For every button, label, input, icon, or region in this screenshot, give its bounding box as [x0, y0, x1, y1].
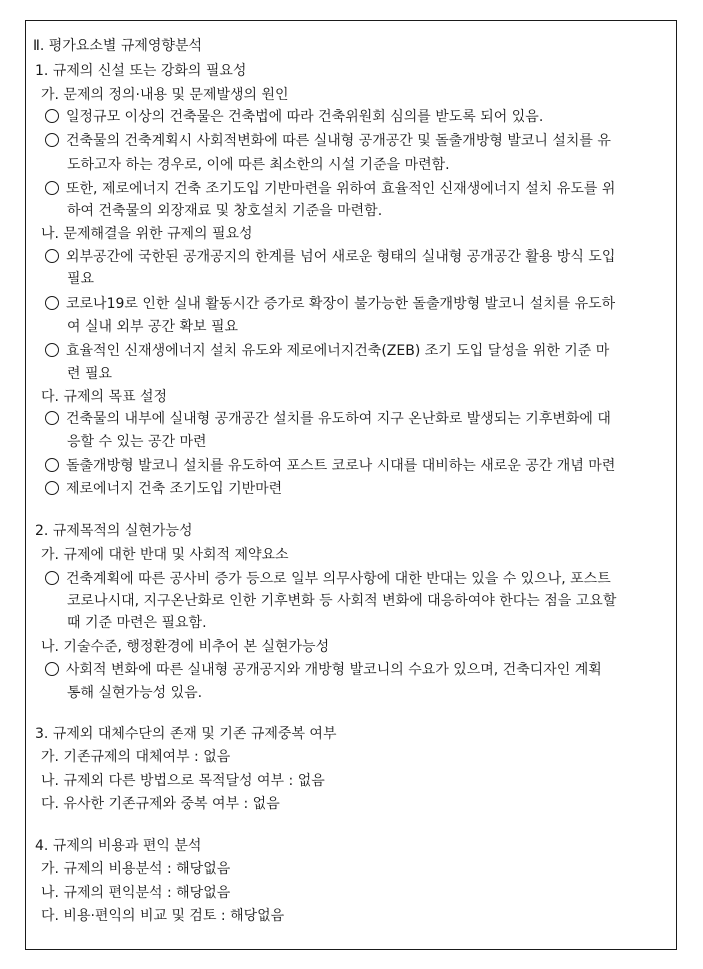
- circle-bullet-icon: [45, 481, 59, 495]
- bullet-item: 제로에너지 건축 조기도입 기반마련: [45, 479, 282, 499]
- circle-bullet-icon: [45, 458, 59, 472]
- section-2-heading: 2. 규제목적의 실현가능성: [35, 523, 193, 539]
- bullet-continuation: 때 기준 마련은 필요함.: [67, 615, 207, 631]
- bullet-item: 또한, 제로에너지 건축 조기도입 기반마련을 위하여 효율적인 신재생에너지 설치 유도를 위: [45, 179, 615, 199]
- circle-bullet-icon: [45, 109, 59, 123]
- bullet-continuation: 통해 실현가능성 있음.: [67, 685, 203, 701]
- section-4a: 가. 규제의 비용분석 : 해당없음: [41, 861, 231, 877]
- section-1c-heading: 다. 규제의 목표 설정: [41, 389, 167, 405]
- section-3-heading: 3. 규제외 대체수단의 존재 및 기존 규제중복 여부: [35, 726, 337, 742]
- bullet-item: 건축물의 건축계획시 사회적변화에 따른 실내형 공개공간 및 돌출개방형 발코니 설치를 유: [45, 131, 611, 151]
- bullet-continuation: 코로나시대, 지구온난화로 인한 기후변화 등 사회적 변화에 대응하여야 한다는 점을 고요할: [67, 593, 617, 609]
- bullet-item: 건축물의 내부에 실내형 공개공간 설치를 유도하여 지구 온난화로 발생되는 기후변화에 대: [45, 409, 611, 429]
- document-title: Ⅱ. 평가요소별 규제영향분석: [33, 38, 203, 54]
- section-2a-heading: 가. 규제에 대한 반대 및 사회적 제약요소: [41, 547, 289, 563]
- bullet-item: 건축계획에 따른 공사비 증가 등으로 일부 의무사항에 대한 반대는 있을 수 있으나, 포스트: [45, 569, 611, 589]
- section-1b-heading: 나. 문제해결을 위한 규제의 필요성: [41, 226, 253, 242]
- circle-bullet-icon: [45, 249, 59, 263]
- bullet-item: 일정규모 이상의 건축물은 건축법에 따라 건축위원회 심의를 받도록 되어 있음.: [45, 107, 543, 127]
- circle-bullet-icon: [45, 571, 59, 585]
- section-3a: 가. 기존규제의 대체여부 : 없음: [41, 749, 231, 765]
- section-4b: 나. 규제의 편익분석 : 해당없음: [41, 885, 231, 901]
- bullet-continuation: 련 필요: [67, 366, 113, 382]
- section-3c: 다. 유사한 기존규제와 중복 여부 : 없음: [41, 796, 280, 812]
- bullet-item: 코로나19로 인한 실내 활동시간 증가로 확장이 불가능한 돌출개방형 발코니 설치를 유도하: [45, 294, 615, 314]
- section-2b-heading: 나. 기술수준, 행정환경에 비추어 본 실현가능성: [41, 639, 330, 655]
- bullet-continuation: 필요: [67, 271, 95, 287]
- bullet-item: 사회적 변화에 따른 실내형 공개공지와 개방형 발코니의 수요가 있으며, 건축디자인 계획: [45, 660, 602, 680]
- bullet-item: 외부공간에 국한된 공개공지의 한계를 넘어 새로운 형태의 실내형 공개공간 활용 방식 도입: [45, 247, 615, 267]
- circle-bullet-icon: [45, 662, 59, 676]
- section-4-heading: 4. 규제의 비용과 편익 분석: [35, 838, 202, 854]
- section-3b: 나. 규제외 다른 방법으로 목적달성 여부 : 없음: [41, 773, 325, 789]
- bullet-item: 효율적인 신재생에너지 설치 유도와 제로에너지건축(ZEB) 조기 도입 달성을 위한 기준 마: [45, 341, 609, 361]
- section-1a-heading: 가. 문제의 정의·내용 및 문제발생의 원인: [41, 87, 289, 103]
- circle-bullet-icon: [45, 133, 59, 147]
- bullet-continuation: 응할 수 있는 공간 마련: [67, 434, 207, 450]
- bullet-continuation: 도하고자 하는 경우로, 이에 따른 최소한의 시설 기준을 마련함.: [67, 157, 450, 173]
- circle-bullet-icon: [45, 343, 59, 357]
- circle-bullet-icon: [45, 296, 59, 310]
- circle-bullet-icon: [45, 411, 59, 425]
- bullet-item: 돌출개방형 발코니 설치를 유도하여 포스트 코로나 시대를 대비하는 새로운 공간 개념 마련: [45, 456, 615, 476]
- section-4c: 다. 비용·편익의 비교 및 검토 : 해당없음: [41, 908, 285, 924]
- bullet-continuation: 하여 건축물의 외장재료 및 창호설치 기준을 마련함.: [67, 203, 383, 219]
- bullet-continuation: 여 실내 외부 공간 확보 필요: [67, 319, 239, 335]
- section-1-heading: 1. 규제의 신설 또는 강화의 필요성: [35, 63, 247, 79]
- circle-bullet-icon: [45, 181, 59, 195]
